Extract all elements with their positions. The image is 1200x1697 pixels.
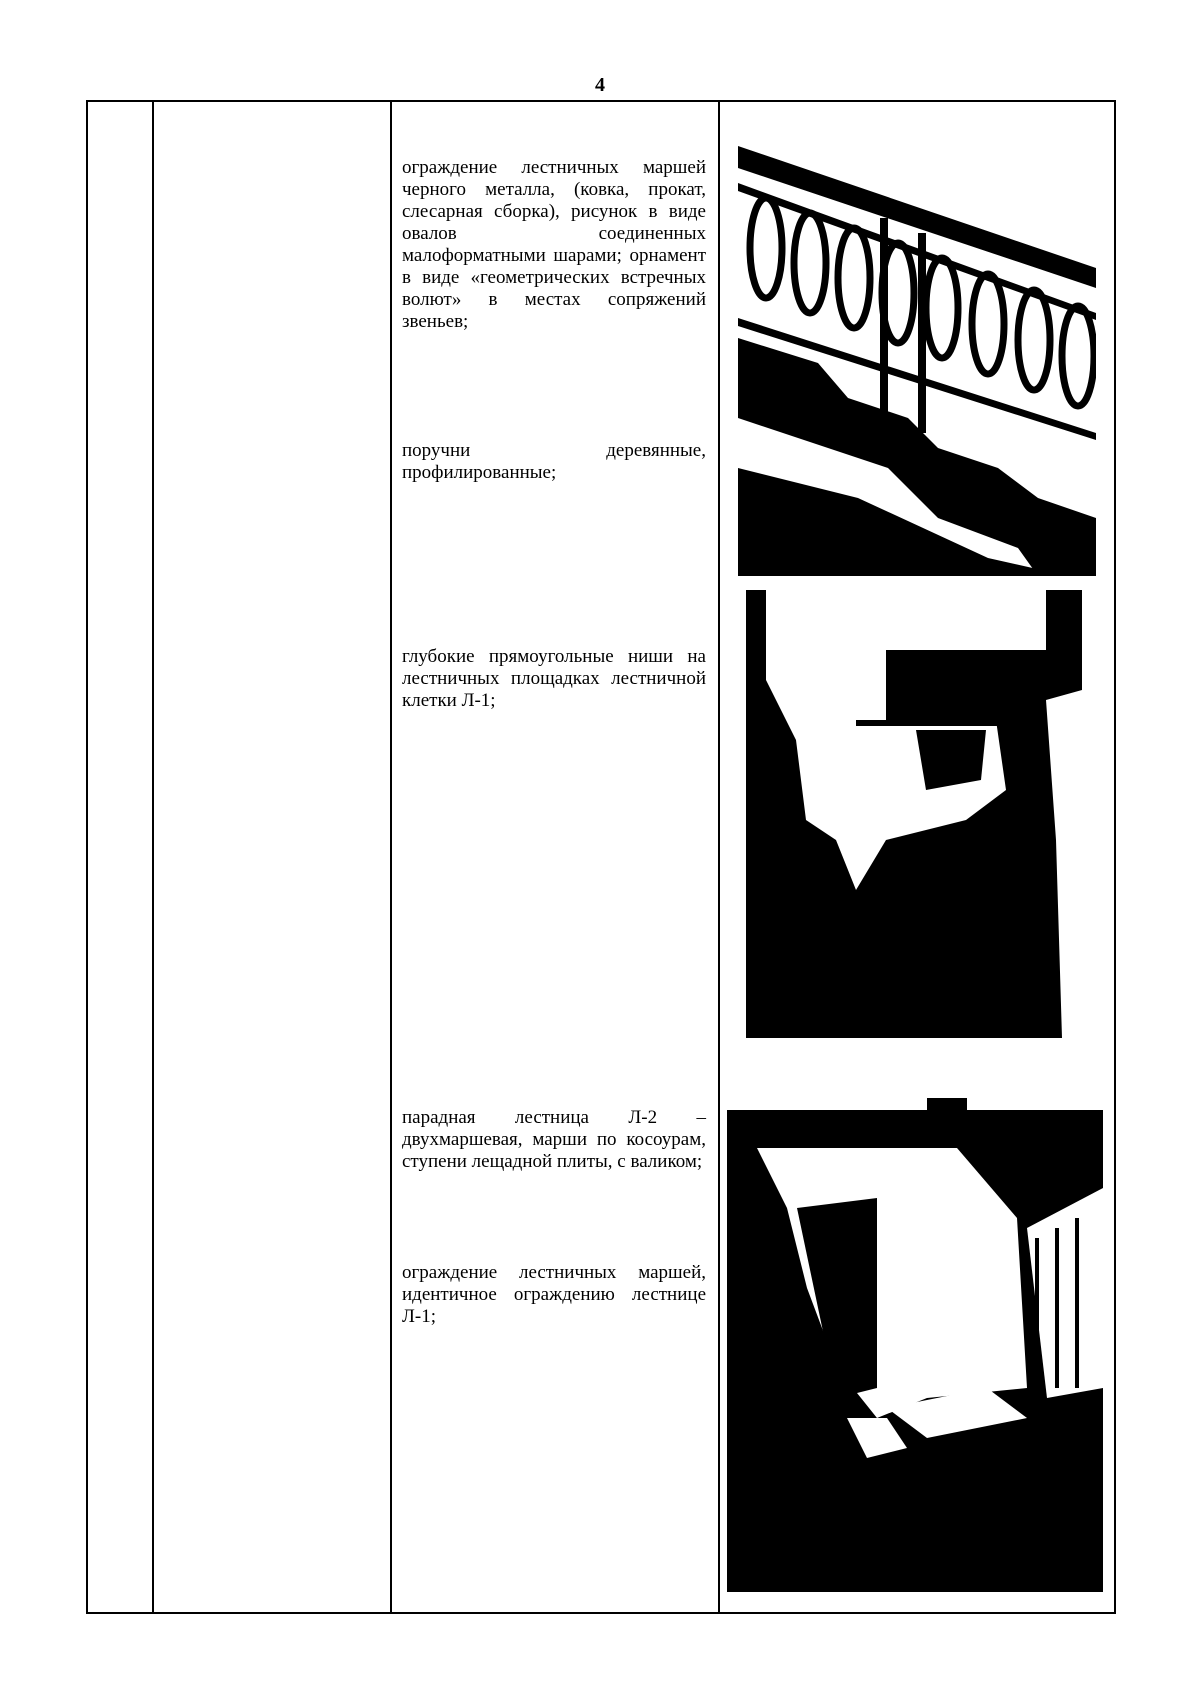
niche-photo (746, 590, 1082, 1038)
column-divider (152, 102, 154, 1612)
railing-photo (738, 138, 1096, 576)
page-number: 4 (595, 74, 605, 96)
staircase-l2-description: парадная лестница Л-2 – двухмаршевая, марши по косоурам, ступени лещадной плиты, с валиком; (402, 1107, 706, 1172)
railing-description: ограждение лестничных маршей черного металла, (ковка, прокат, слесарная сборка), рисунок в виде овалов соединенных малоформатными шарами; орнамент в виде «геометрических встречных волют» в местах сопряжений звеньев; (402, 157, 706, 332)
niches-description: глубокие прямоугольные ниши на лестничных площадках лестничной клетки Л-1; (402, 646, 706, 711)
column-divider (718, 102, 720, 1612)
column-divider (390, 102, 392, 1612)
staircase-photo (727, 1088, 1103, 1592)
railing-l2-description: ограждение лестничных маршей, идентичное ограждению лестнице Л-1; (402, 1262, 706, 1327)
handrail-description: поручни деревянные, профилированные; (402, 440, 706, 483)
